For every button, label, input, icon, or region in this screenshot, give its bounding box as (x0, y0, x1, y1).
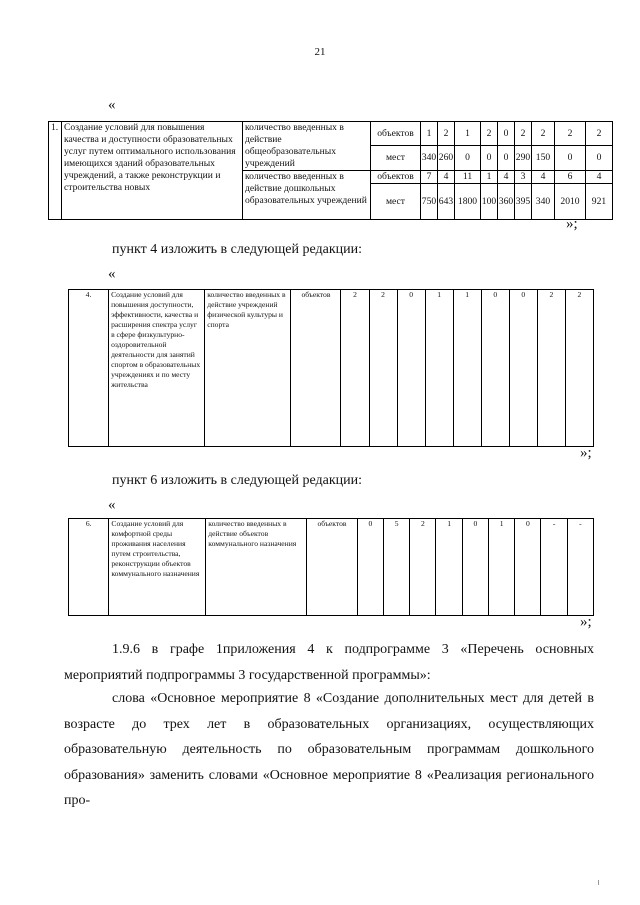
table-item-1 (48, 121, 613, 220)
value-cell: 0 (357, 519, 383, 616)
value-cell: 2 (555, 122, 586, 146)
value-cell: 0 (509, 290, 537, 447)
unit: объектов (371, 122, 421, 146)
indicator: количество введенных в действие учреждений физической культуры и спорта (205, 290, 291, 447)
value-cell: 1800 (455, 184, 481, 220)
table-item-4 (68, 289, 594, 447)
open-quote-2: « (108, 266, 116, 282)
value-cell: 2010 (555, 184, 586, 220)
value-cell: 0 (555, 146, 586, 171)
table-row (69, 519, 594, 616)
value-cell: - (541, 519, 567, 616)
value-cell: 1 (488, 519, 514, 616)
value-cell: 0 (462, 519, 488, 616)
value-cell: 100 (481, 184, 498, 220)
unit: объектов (291, 290, 341, 447)
item-task: Создание условий для комфортной среды проживания населения путем строительства, реконструкции объектов коммунального назначения (109, 519, 206, 616)
item-number: 4. (69, 290, 109, 447)
value-cell: 2 (565, 290, 593, 447)
value-cell: 360 (498, 184, 515, 220)
value-cell: - (567, 519, 593, 616)
item-task: Создание условий для повышения качества и доступности образовательных услуг путем оптимального использования имеющихся зданий образовательных учреждений, а также реконструкции и строительства новых (62, 122, 243, 220)
value-cell: 2 (532, 122, 555, 146)
value-cell: 2 (438, 122, 455, 146)
unit: мест (371, 146, 421, 171)
value-cell: 0 (586, 146, 613, 171)
value-cell: 1 (453, 290, 481, 447)
value-cell: 4 (586, 171, 613, 184)
heading-point-4: пункт 4 изложить в следующей редакции: (112, 242, 362, 257)
value-cell: 290 (515, 146, 532, 171)
value-cell: 2 (410, 519, 436, 616)
value-cell: 0 (498, 146, 515, 171)
value-cell: 1 (425, 290, 453, 447)
value-cell: 0 (498, 122, 515, 146)
value-cell: 6 (555, 171, 586, 184)
indicator: количество введенных в действие общеобразовательных учреждений (243, 122, 371, 171)
close-quote-1: »; (566, 216, 578, 232)
unit: объектов (371, 171, 421, 184)
value-cell: 4 (498, 171, 515, 184)
value-cell: 5 (383, 519, 409, 616)
value-cell: 750 (421, 184, 438, 220)
unit: мест (371, 184, 421, 220)
open-quote-1: « (108, 97, 116, 113)
value-cell: 3 (515, 171, 532, 184)
table-item-6 (68, 518, 594, 616)
value-cell: 0 (515, 519, 541, 616)
value-cell: 11 (455, 171, 481, 184)
close-quote-2: »; (580, 445, 592, 461)
value-cell: 4 (438, 171, 455, 184)
value-cell: 2 (369, 290, 397, 447)
value-cell: 4 (532, 171, 555, 184)
value-cell: 1 (481, 171, 498, 184)
value-cell: 2 (537, 290, 565, 447)
value-cell: 1 (436, 519, 462, 616)
paragraph-replacement: слова «Основное мероприятие 8 «Создание дополнительных мест для детей в возрасте до трех лет в образовательных организациях, осуществляющих образовательную деятельность по образовательным программам дошкольного образования» заменить словами «Основное мероприятие 8 «Реализация регионального про- (64, 691, 594, 808)
value-cell: 0 (455, 146, 481, 171)
value-cell: 0 (481, 146, 498, 171)
value-cell: 2 (481, 122, 498, 146)
indicator: количество введенных в действие объектов коммунального назначения (206, 519, 307, 616)
page-number: 21 (314, 46, 326, 58)
value-cell: 2 (341, 290, 369, 447)
item-task: Создание условий для повышения доступности, эффективности, качества и расширения спектра услуг в сфере физкультурно-оздоровительной деятельности для занятий спортом в образовательных учреждениях и по месту жительства (109, 290, 205, 447)
item-number: 6. (69, 519, 109, 616)
open-quote-3: « (108, 497, 116, 513)
value-cell: 0 (397, 290, 425, 447)
unit: объектов (307, 519, 357, 616)
value-cell: 340 (532, 184, 555, 220)
scan-mark (598, 880, 599, 885)
table-row (49, 122, 613, 146)
heading-point-6: пункт 6 изложить в следующей редакции: (112, 473, 362, 488)
value-cell: 643 (438, 184, 455, 220)
value-cell: 2 (515, 122, 532, 146)
paragraph-1-9-6: 1.9.6 в графе 1приложения 4 к подпрограмме 3 «Перечень основных мероприятий подпрограммы 3 государственной программы»: (64, 642, 594, 683)
value-cell: 0 (481, 290, 509, 447)
value-cell: 7 (421, 171, 438, 184)
value-cell: 1 (455, 122, 481, 146)
value-cell: 150 (532, 146, 555, 171)
indicator: количество введенных в действие дошкольных образовательных учреждений (243, 171, 371, 220)
item-number: 1. (49, 122, 62, 220)
value-cell: 340 (421, 146, 438, 171)
value-cell: 260 (438, 146, 455, 171)
value-cell: 2 (586, 122, 613, 146)
value-cell: 921 (586, 184, 613, 220)
table-row (69, 290, 594, 447)
value-cell: 1 (421, 122, 438, 146)
value-cell: 395 (515, 184, 532, 220)
close-quote-3: »; (580, 614, 592, 630)
